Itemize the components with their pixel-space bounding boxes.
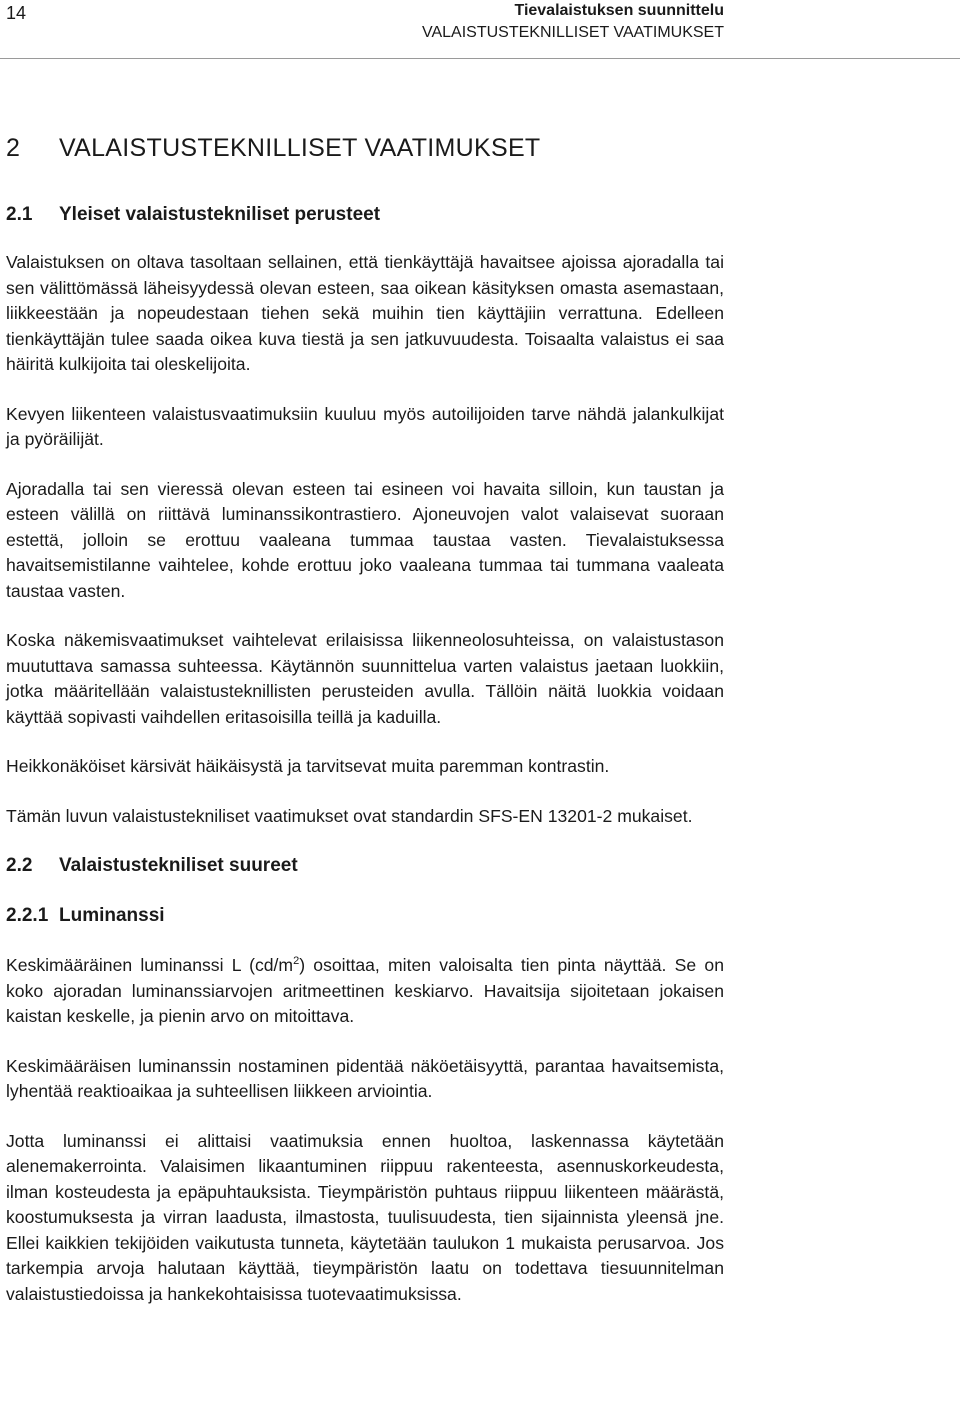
header-rule xyxy=(0,58,960,59)
section-heading-2-2 xyxy=(6,853,724,879)
paragraph-luminance-definition xyxy=(6,953,724,1030)
running-header-chapter-title: VALAISTUSTEKNILLISET VAATIMUKSET xyxy=(421,24,724,41)
paragraph: Heikkonäköiset kärsivät häikäisystä ja tarvitsevat muita paremman kontrastin. xyxy=(6,756,610,776)
subsection-number: 2.2.1 xyxy=(6,905,49,926)
chapter-heading xyxy=(6,128,724,168)
paragraph-text: Keskimääräinen luminanssi L (cd/m xyxy=(6,955,294,975)
paragraph: Keskimääräisen luminanssin nostaminen pidentää näköetäisyyttä, parantaa havaitsemista, lyhentää reaktioaikaa ja suhteellisen liikkeen arviointia. xyxy=(6,1055,724,1101)
paragraph: Valaistuksen on oltava tasoltaan sellainen, että tienkäyttäjä havaitsee ajoissa ajoradalla tai sen välittömässä läheisyydessä olevan esteen, saa oikean käsityksen omasta asemastaan, liikkeestään ja nopeudestaan tiehen sekä muihin tien käyttäjiin verrattuna. Edelleen tienkäyttäjän tulee saada oikea kuva tiestä ja sen jatkuvuudesta. Toisaalta valaistus ei saa häiritä kulkijoita tai oleskelijoita. xyxy=(6,252,724,374)
paragraph: Tämän luvun valaistustekniliset vaatimukset ovat standardin SFS-EN 13201-2 mukaiset. xyxy=(6,805,693,826)
running-header-document-title: Tievalaistuksen suunnittelu xyxy=(514,2,724,19)
paragraph: Ajoradalla tai sen vieressä olevan esteen tai esineen voi havaita silloin, kun taustan ja esteen välillä on riittävä luminanssikontrastiero. Ajoneuvojen valot valaisevat suoraan estettä, jolloin se erottuu vaaleana tummaa taustaa vasten. Tievalaistuksessa havaitsemistilanne vaihtelee, kohde erottuu joko vaaleana tummaa tai tummana vaaleata taustaa vasten. xyxy=(6,478,724,601)
paragraph: Jotta luminanssi ei alittaisi vaatimuksia ennen huoltoa, laskennassa käytetään alenemakerrointa. Valaisimen likaantuminen riippuu rakenteesta, asennuskorkeudesta, ilman kosteudesta ja epäpuhtauksista. Tieympäristön puhtaus riippuu liikenteen määrästä, koostumuksesta ja virran laadusta, ilmastosta, tuulisuudesta, tien sijainnista yleensä jne. Ellei kaikkien tekijöiden vaikutusta tunneta, käytetään taulukon 1 mukaista perusarvoa. Jos tarkempia arvoja halutaan käyttää, tieympäristön laatu on todettava tiesuunnitelman valaistustiedoissa ja hankekohtaisissa tuotevaatimuksissa. xyxy=(6,1130,724,1304)
chapter-title: VALAISTUSTEKNILLISET VAATIMUKSET xyxy=(59,134,541,162)
running-header xyxy=(422,0,724,44)
paragraph: Kevyen liikenteen valaistusvaatimuksiin kuuluu myös autoilijoiden tarve nähdä jalankulkijat ja pyöräilijät. xyxy=(6,403,724,449)
section-number: 2.1 xyxy=(6,204,33,225)
paragraph: Koska näkemisvaatimukset vaihtelevat erilaisissa liikenneolosuhteissa, on valaistustason muututtava samassa suhteessa. Käytännön suunnittelua varten valaistus jaetaan luokkiin, jotka määritellään valaistusteknillisten perusteiden avulla. Tällöin näitä luokkia voidaan käyttää sopivasti vaihdellen eritasoisilla teillä ja kaduilla. xyxy=(6,630,724,727)
section-number: 2.2 xyxy=(6,855,33,876)
subsection-title: Luminanssi xyxy=(59,905,165,926)
superscript: 2 xyxy=(293,955,300,968)
section-title: Yleiset valaistustekniliset perusteet xyxy=(59,204,381,225)
section-title: Valaistustekniliset suureet xyxy=(59,855,298,876)
paragraph-text: ) osoittaa, miten valoisalta tien pinta näyttää. Se on koko ajoradan luminanssiarvojen aritmeettinen keskiarvo. Havaitsija sijoitetaan jokaisen kaistan keskelle, ja pienin arvo on mitoittava. xyxy=(6,955,724,1026)
page-body xyxy=(6,128,724,1331)
page-number: 14 xyxy=(6,3,27,23)
chapter-number: 2 xyxy=(6,134,21,162)
subsection-heading-2-2-1 xyxy=(6,903,724,929)
section-heading-2-1 xyxy=(6,202,724,228)
